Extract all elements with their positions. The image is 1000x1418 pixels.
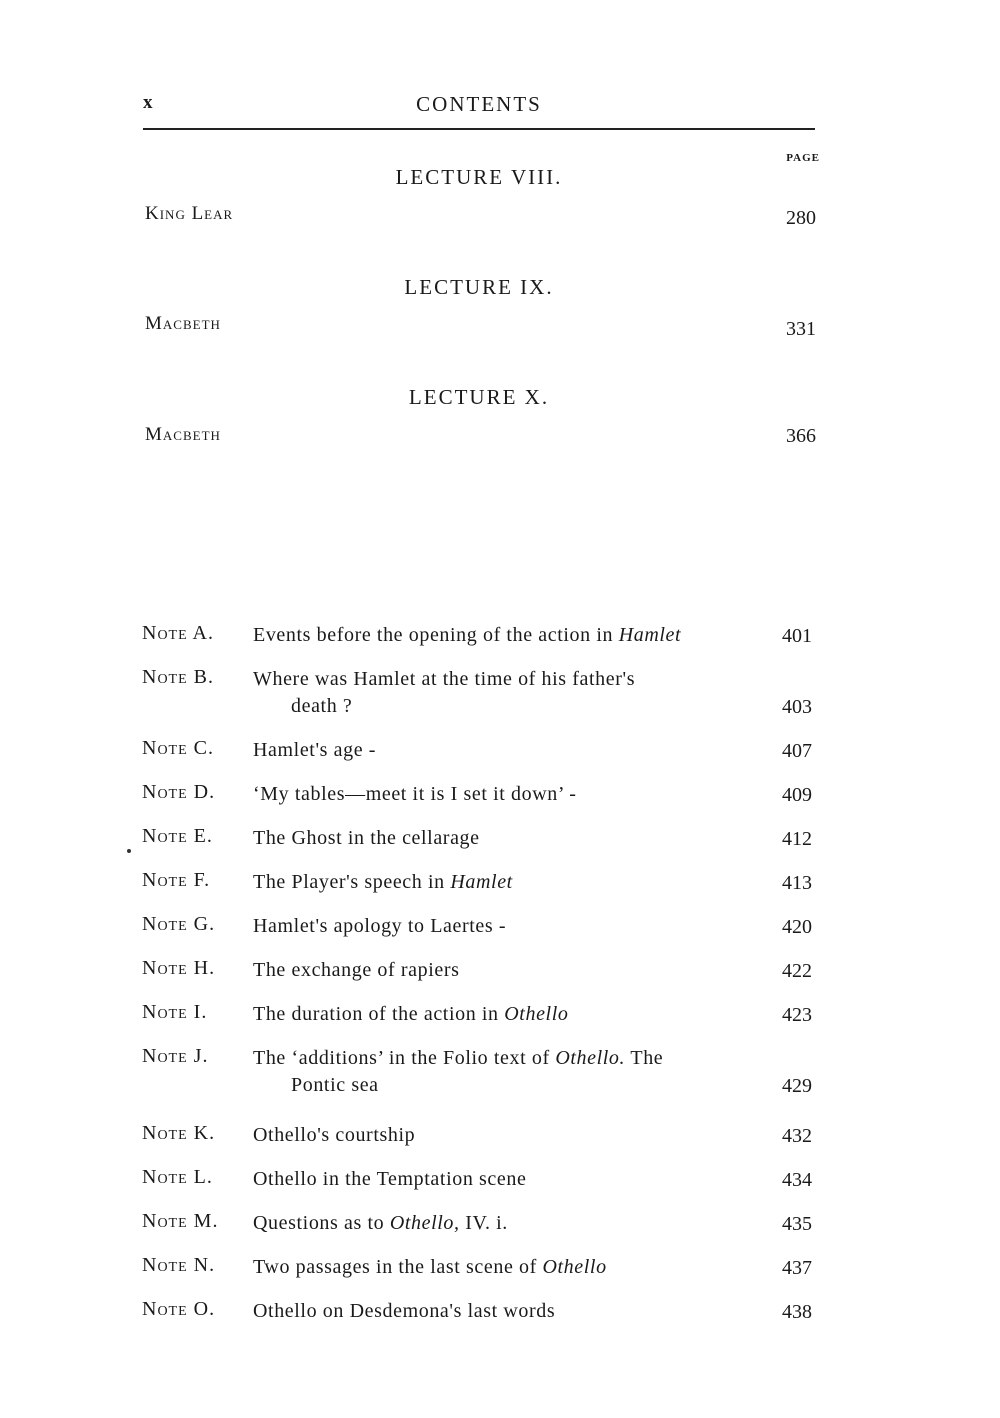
note-label: Note B. xyxy=(142,666,214,688)
note-title-continuation: Pontic sea xyxy=(291,1074,379,1096)
note-label: Note N. xyxy=(142,1254,216,1276)
page-column-label: PAGE xyxy=(786,152,820,164)
note-title xyxy=(253,913,753,940)
note-title-text: The xyxy=(625,1047,664,1069)
note-label: Note I. xyxy=(142,1001,208,1023)
note-title xyxy=(253,957,753,984)
note-title xyxy=(253,781,753,808)
note-title-text: Two passages in the last scene of xyxy=(253,1256,543,1278)
note-title-italic: Othello. xyxy=(555,1047,626,1069)
note-title-text: Hamlet's age - xyxy=(253,739,377,761)
note-title xyxy=(253,1001,753,1028)
note-label: Note O. xyxy=(142,1298,216,1320)
note-page-number: 435 xyxy=(782,1213,812,1235)
note-label: Note F. xyxy=(142,869,211,891)
note-page-number: 412 xyxy=(782,828,812,850)
lecture-heading: LECTURE IX. xyxy=(404,275,554,299)
lecture-page-number: 280 xyxy=(786,207,816,229)
header-rule xyxy=(143,128,815,130)
note-page-number: 434 xyxy=(782,1169,812,1191)
note-page-number: 432 xyxy=(782,1125,812,1147)
note-title-text: The exchange of rapiers xyxy=(253,959,460,981)
note-label: Note C. xyxy=(142,737,214,759)
note-title-continuation: death ? xyxy=(291,695,353,717)
note-title xyxy=(253,666,753,720)
note-title-text: IV. i. xyxy=(459,1212,508,1234)
page-header xyxy=(143,92,815,122)
note-title-italic: Othello xyxy=(542,1256,607,1278)
note-title-text: Othello's courtship xyxy=(253,1124,416,1146)
note-title xyxy=(253,622,753,649)
note-label: Note A. xyxy=(142,622,214,644)
note-title-text: Where was Hamlet at the time of his father's xyxy=(253,668,636,690)
note-title-text: Hamlet's apology to Laertes - xyxy=(253,915,507,937)
note-title-text: Questions as to xyxy=(253,1212,390,1234)
lecture-page-number: 331 xyxy=(786,318,816,340)
lecture-page-number: 366 xyxy=(786,425,816,447)
note-title xyxy=(253,1210,753,1237)
note-title-text: The ‘additions’ in the Folio text of xyxy=(253,1047,556,1069)
note-title xyxy=(253,1045,753,1099)
note-title-text: Othello on Desdemona's last words xyxy=(253,1300,556,1322)
note-page-number: 420 xyxy=(782,916,812,938)
note-title-text: Othello in the Temptation scene xyxy=(253,1168,527,1190)
note-title xyxy=(253,869,753,896)
note-title-text: The Player's speech in xyxy=(253,871,451,893)
note-label: Note E. xyxy=(142,825,213,847)
note-page-number: 423 xyxy=(782,1004,812,1026)
note-label: Note G. xyxy=(142,913,216,935)
note-page-number: 438 xyxy=(782,1301,812,1323)
note-title xyxy=(253,737,753,764)
note-label: Note K. xyxy=(142,1122,216,1144)
lecture-heading: LECTURE VIII. xyxy=(395,165,563,189)
lecture-title: Macbeth xyxy=(145,424,221,445)
note-page-number: 401 xyxy=(782,625,812,647)
note-title-text: Events before the opening of the action in xyxy=(253,624,619,646)
note-label: Note J. xyxy=(142,1045,209,1067)
note-title-italic: Hamlet xyxy=(618,624,682,646)
margin-mark xyxy=(127,849,131,853)
note-page-number: 403 xyxy=(782,696,812,718)
note-label: Note H. xyxy=(142,957,216,979)
note-title-text: The Ghost in the cellarage xyxy=(253,827,480,849)
note-title-italic: Othello, xyxy=(389,1212,460,1234)
note-page-number: 407 xyxy=(782,740,812,762)
running-head: CONTENTS xyxy=(416,92,542,116)
note-page-number: 413 xyxy=(782,872,812,894)
note-page-number: 429 xyxy=(782,1075,812,1097)
note-title xyxy=(253,825,753,852)
note-title xyxy=(253,1166,753,1193)
note-label: Note L. xyxy=(142,1166,213,1188)
lecture-title: Macbeth xyxy=(145,313,221,334)
note-page-number: 409 xyxy=(782,784,812,806)
lecture-title: King Lear xyxy=(145,203,234,224)
note-title xyxy=(253,1122,753,1149)
page-folio: x xyxy=(143,92,154,113)
note-title-italic: Othello xyxy=(504,1003,569,1025)
note-label: Note D. xyxy=(142,781,216,803)
note-title-italic: Hamlet xyxy=(450,871,513,893)
note-title xyxy=(253,1298,753,1325)
note-title xyxy=(253,1254,753,1281)
note-title-text: The duration of the action in xyxy=(253,1003,505,1025)
lecture-heading: LECTURE X. xyxy=(408,385,550,409)
note-title-text: ‘My tables—meet it is I set it down’ - xyxy=(253,783,577,805)
note-label: Note M. xyxy=(142,1210,219,1232)
note-page-number: 437 xyxy=(782,1257,812,1279)
note-page-number: 422 xyxy=(782,960,812,982)
